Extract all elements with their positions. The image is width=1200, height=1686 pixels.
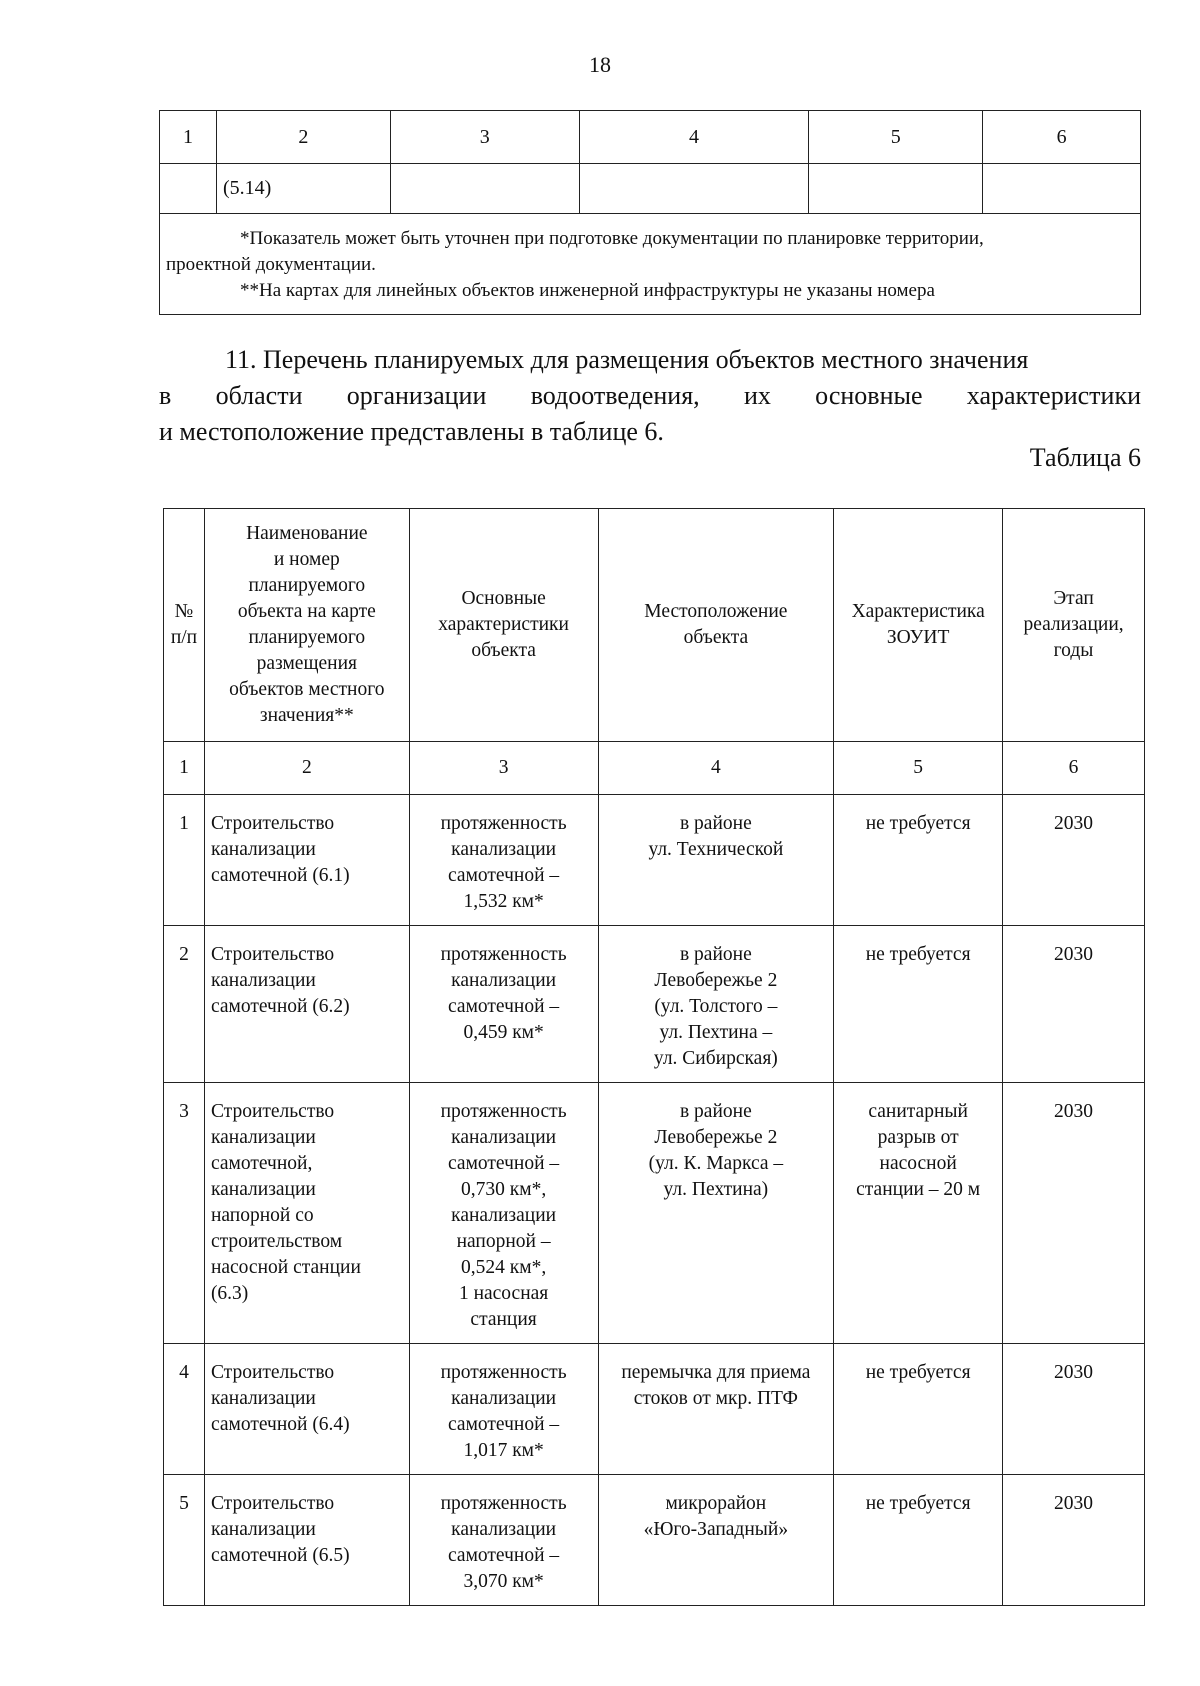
column-number: 2 (204, 742, 409, 795)
object-characteristics-line: протяженность (440, 944, 567, 965)
continuation-row (160, 164, 1141, 214)
object-characteristics-line: 1,017 км* (463, 1440, 544, 1461)
table-6 (163, 508, 1145, 1606)
header-stage (1003, 509, 1145, 742)
continuation-table (159, 110, 1141, 315)
row-number: 5 (164, 1475, 205, 1606)
table-header-row (164, 509, 1145, 742)
object-name-line: самотечной, (210, 1153, 313, 1174)
column-number: 2 (216, 111, 390, 164)
object-characteristics-line: канализации (451, 1205, 557, 1226)
paragraph-line: 11. Перечень планируемых для размещения объектов местного значения (225, 345, 1029, 374)
header-text-line: размещения (256, 653, 357, 674)
object-name-line: Строительство (210, 1362, 335, 1383)
header-text-line: годы (1053, 640, 1094, 661)
header-text-line: характеристики (438, 614, 569, 635)
header-name (204, 509, 409, 742)
object-characteristics-line: протяженность (440, 813, 567, 834)
object-name (204, 795, 409, 926)
object-location-line: стоков от мкр. ПТФ (633, 1388, 798, 1409)
column-number: 5 (834, 742, 1003, 795)
zouit-characteristic (834, 1083, 1003, 1344)
zouit-characteristic-line: не требуется (865, 1493, 971, 1514)
object-characteristics-line: канализации (451, 1127, 557, 1148)
header-text-line: ЗОУИТ (886, 627, 950, 648)
header-text-line: Местоположение (644, 601, 788, 622)
zouit-characteristic (834, 1344, 1003, 1475)
object-characteristics-line: 0,459 км* (463, 1022, 544, 1043)
object-name (204, 1083, 409, 1344)
object-location-line: в районе (679, 1101, 752, 1122)
zouit-characteristic-line: не требуется (865, 1362, 971, 1383)
zouit-characteristic-line: не требуется (865, 944, 971, 965)
header-text-line: объекта на карте (237, 601, 376, 622)
table-row (164, 926, 1145, 1083)
column-number: 6 (983, 111, 1141, 164)
table-cell (809, 164, 983, 214)
zouit-characteristic (834, 1475, 1003, 1606)
header-text-line: Наименование (246, 523, 368, 544)
object-name-line: самотечной (6.2) (210, 996, 350, 1017)
header-text-line: и номер (273, 549, 340, 570)
object-name (204, 1344, 409, 1475)
column-number: 4 (598, 742, 834, 795)
object-name-line: насосной станции (210, 1257, 361, 1278)
zouit-characteristic-line: не требуется (865, 813, 971, 834)
object-characteristics-line: 0,730 км*, (461, 1179, 547, 1200)
table-label: Таблица 6 (1029, 443, 1141, 472)
object-name-line: Строительство (210, 1493, 335, 1514)
paragraph-line: в области организации водоотведения, их основные характеристики (159, 381, 1141, 410)
object-location-line: в районе (679, 944, 752, 965)
header-number (164, 509, 205, 742)
note-2: **На картах для линейных объектов инженерной инфраструктуры не указаны номера (240, 280, 935, 301)
object-characteristics-line: самотечной – (448, 1153, 560, 1174)
object-name-line: канализации (210, 1179, 316, 1200)
column-number: 4 (579, 111, 809, 164)
column-number: 1 (160, 111, 217, 164)
object-characteristics (409, 795, 598, 926)
object-location-line: Левобережье 2 (654, 1127, 778, 1148)
row-number: 4 (164, 1344, 205, 1475)
header-text-line: Характеристика (851, 601, 985, 622)
header-text-line: объекта (471, 640, 536, 661)
table-row (164, 1344, 1145, 1475)
object-name-line: самотечной (6.4) (210, 1414, 350, 1435)
object-name-line: строительством (210, 1231, 343, 1252)
header-text-line: п/п (170, 627, 198, 648)
object-characteristics-line: канализации (451, 1519, 557, 1540)
zouit-characteristic-line: насосной (879, 1153, 957, 1174)
section-paragraph (159, 342, 1141, 450)
table-row (164, 1083, 1145, 1344)
header-text-line: планируемого (248, 627, 366, 648)
object-characteristics-line: самотечной – (448, 865, 560, 886)
object-location-line: Левобережье 2 (654, 970, 778, 991)
implementation-stage: 2030 (1003, 1344, 1145, 1475)
continuation-table-header (160, 111, 1141, 164)
note-1-line-1: *Показатель может быть уточнен при подготовке документации по планировке территории, (240, 228, 984, 249)
paragraph-line: и местоположение представлены в таблице 6. (159, 417, 664, 446)
note-1-line-2: проектной документации. (166, 254, 376, 275)
object-characteristics-line: канализации (451, 839, 557, 860)
page-number: 18 (589, 52, 611, 77)
header-text-line: № (174, 601, 194, 622)
object-location-line: микрорайон (665, 1493, 767, 1514)
implementation-stage: 2030 (1003, 1475, 1145, 1606)
column-number: 3 (409, 742, 598, 795)
table-row (164, 795, 1145, 926)
object-location (598, 1475, 834, 1606)
header-text-line: объектов местного (229, 679, 385, 700)
header-text-line: значения** (259, 705, 354, 726)
row-number: 2 (164, 926, 205, 1083)
table-notes (160, 214, 1141, 315)
header-text-line: планируемого (248, 575, 366, 596)
table-cell (390, 164, 579, 214)
object-name-line: канализации (210, 1519, 316, 1540)
object-characteristics-line: 0,524 км*, (461, 1257, 547, 1278)
table-cell (983, 164, 1141, 214)
column-number: 1 (164, 742, 205, 795)
header-text-line: Этап (1053, 588, 1094, 609)
implementation-stage: 2030 (1003, 1083, 1145, 1344)
object-characteristics-line: 1,532 км* (463, 891, 544, 912)
object-name-line: канализации (210, 839, 316, 860)
object-characteristics-line: протяженность (440, 1493, 567, 1514)
object-name-line: канализации (210, 1127, 316, 1148)
object-location-line: ул. Сибирская) (653, 1048, 778, 1069)
object-name-line: самотечной (6.5) (210, 1545, 350, 1566)
object-characteristics-line: 1 насосная (458, 1283, 549, 1304)
object-characteristics (409, 1344, 598, 1475)
object-location (598, 926, 834, 1083)
object-characteristics-line: самотечной – (448, 1545, 560, 1566)
continuation-cell: (5.14) (216, 164, 390, 214)
object-characteristics-line: самотечной – (448, 1414, 560, 1435)
object-location-line: ул. Пехтина – (659, 1022, 773, 1043)
object-location-line: ул. Технической (648, 839, 784, 860)
zouit-characteristic (834, 926, 1003, 1083)
object-characteristics (409, 1475, 598, 1606)
object-characteristics-line: канализации (451, 1388, 557, 1409)
object-location (598, 1083, 834, 1344)
object-location-line: в районе (679, 813, 752, 834)
object-name-line: самотечной (6.1) (210, 865, 350, 886)
implementation-stage: 2030 (1003, 926, 1145, 1083)
row-number: 3 (164, 1083, 205, 1344)
column-number: 6 (1003, 742, 1145, 795)
object-characteristics-line: станция (470, 1309, 537, 1330)
zouit-characteristic-line: санитарный (868, 1101, 968, 1122)
row-number: 1 (164, 795, 205, 926)
header-text-line: Основные (461, 588, 546, 609)
header-location (598, 509, 834, 742)
object-characteristics (409, 1083, 598, 1344)
object-characteristics (409, 926, 598, 1083)
column-numbers-row (164, 742, 1145, 795)
object-location-line: ул. Пехтина) (663, 1179, 769, 1200)
object-characteristics-line: напорной – (456, 1231, 551, 1252)
object-location-line: перемычка для приема (621, 1362, 811, 1383)
object-characteristics-line: протяженность (440, 1362, 567, 1383)
object-characteristics-line: канализации (451, 970, 557, 991)
object-name (204, 1475, 409, 1606)
table-cell (160, 164, 217, 214)
object-location (598, 795, 834, 926)
column-number: 3 (390, 111, 579, 164)
object-location-line: (ул. Толстого – (654, 996, 778, 1017)
table-cell (579, 164, 809, 214)
header-text-line: объекта (683, 627, 749, 648)
object-name (204, 926, 409, 1083)
table-notes-row (160, 214, 1141, 315)
object-name-line: Строительство (210, 1101, 335, 1122)
implementation-stage: 2030 (1003, 795, 1145, 926)
zouit-characteristic-line: разрыв от (877, 1127, 959, 1148)
object-name-line: напорной со (210, 1205, 314, 1226)
object-location-line: (ул. К. Маркса – (648, 1153, 784, 1174)
table-row (164, 1475, 1145, 1606)
object-location-line: «Юго-Западный» (643, 1519, 789, 1540)
object-name-line: канализации (210, 970, 316, 991)
object-characteristics-line: 3,070 км* (463, 1571, 544, 1592)
header-text-line: реализации, (1023, 614, 1124, 635)
object-characteristics-line: самотечной – (448, 996, 560, 1017)
object-name-line: (6.3) (210, 1283, 249, 1304)
object-characteristics-line: протяженность (440, 1101, 567, 1122)
zouit-characteristic-line: станции – 20 м (856, 1179, 981, 1200)
object-name-line: Строительство (210, 944, 335, 965)
object-name-line: Строительство (210, 813, 335, 834)
object-location (598, 1344, 834, 1475)
header-zouit (834, 509, 1003, 742)
header-characteristics (409, 509, 598, 742)
column-number: 5 (809, 111, 983, 164)
object-name-line: канализации (210, 1388, 316, 1409)
zouit-characteristic (834, 795, 1003, 926)
